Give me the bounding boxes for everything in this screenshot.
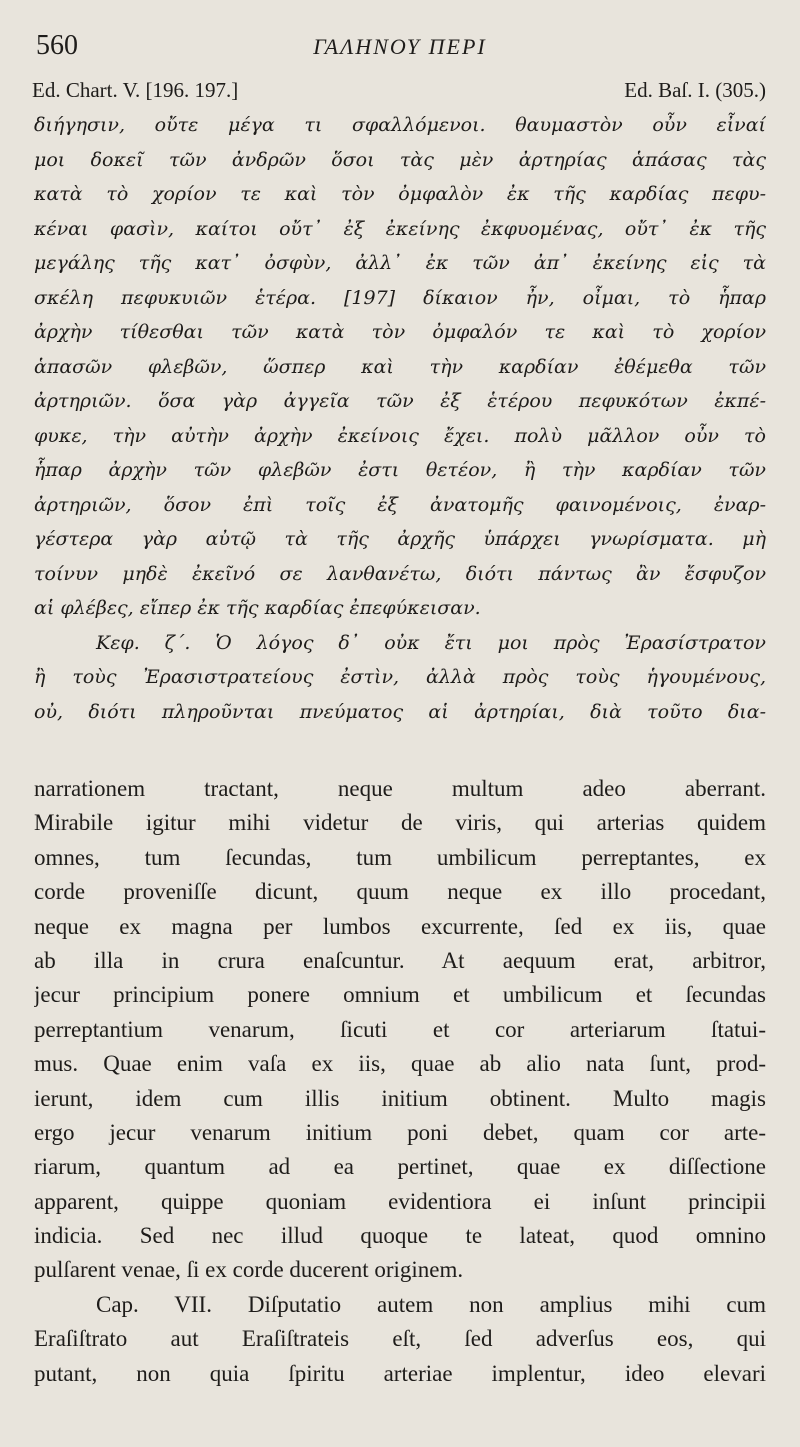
greek-line: σκέλη πεφυκυιῶν ἑτέρα. [197] δίκαιον ἦν, οἶμαι, τὸ ἧπαρ [34,286,766,309]
latin-line: ab illa in crura enaſcuntur. At aequum erat, arbitror, [34,947,766,973]
latin-line: pulſarent venae, ſi ex corde ducerent originem. [34,1257,464,1283]
greek-text-block [34,108,766,729]
greek-line: μεγάλης τῆς κατ᾽ ὀσφὺν, ἀλλ᾽ ἐκ τῶν ἀπ᾽ ἐκείνης εἰς τὰ [34,252,766,274]
latin-line: ierunt, idem cum illis initium obtinent. Multo magis [34,1085,766,1111]
page-header [32,26,768,66]
greek-line: γέστερα γὰρ αὐτῷ τὰ τῆς ἀρχῆς ὑπάρχει γνωρίσματα. μὴ [34,528,766,550]
latin-line: corde proveniſſe dicunt, quum neque ex illo procedant, [34,879,766,905]
greek-line: ἢ τοὺς Ἐρασιστρατείους ἐστὶν, ἀλλὰ πρὸς τοὺς ἡγουμένους, [34,666,766,688]
latin-line: omnes, tum ſecundas, tum umbilicum perreptantes, ex [34,844,766,870]
latin-text-block [34,772,766,1391]
latin-line: Eraſiſtrato aut Eraſiſtrateis eſt, ſed adverſus eos, qui [34,1326,766,1352]
greek-chapter-heading-line: Κεφ. ζ΄. Ὁ λόγος δ᾽ οὐκ ἔτι μοι πρὸς Ἐρασίστρατον [96,631,766,654]
latin-line: jecur principium ponere omnium et umbilicum et ſecundas [34,982,766,1008]
edition-reference-line [32,78,768,108]
running-title: ΓΑΛΗΝΟΥ ΠΕΡΙ [313,34,487,59]
greek-line: κατὰ τὸ χορίον τε καὶ τὸν ὀμφαλὸν ἐκ τῆς καρδίας πεφυ- [34,183,766,205]
greek-line: διήγησιν, οὔτε μέγα τι σφαλλόμενοι. θαυμαστὸν οὖν εἶναί [34,114,766,136]
greek-line: οὐ, διότι πληροῦνται πνεύματος αἱ ἀρτηρίαι, διὰ τοῦτο δια- [34,700,766,723]
latin-line: ergo jecur venarum initium poni debet, quam cor arte- [34,1119,766,1145]
greek-line: ἀρχὴν τίθεσθαι τῶν κατὰ τὸν ὀμφαλόν τε καὶ τὸ χορίον [34,321,766,343]
latin-line: narrationem tractant, neque multum adeo aberrant. [34,776,766,801]
latin-line: putant, non quia ſpiritu arteriae implentur, ideo elevari [34,1360,766,1386]
latin-line: neque ex magna per lumbos excurrente, ſed ex iis, quae [34,913,766,939]
edition-basel-ref: Ed. Baſ. I. (305.) [624,78,766,102]
page-number: 560 [36,30,78,61]
greek-line: φυκε, τὴν αὐτὴν ἀρχὴν ἐκείνοις ἔχει. πολὺ μᾶλλον οὖν τὸ [34,424,766,447]
edition-chartier-ref: Ed. Chart. V. [196. 197.] [32,78,239,102]
greek-line: αἱ φλέβες, εἴπερ ἐκ τῆς καρδίας ἐπεφύκεισαν. [34,597,481,619]
latin-chapter-heading-line: Cap. VII. Diſputatio autem non amplius mihi cum [96,1291,766,1317]
greek-line: ἀρτηριῶν. ὅσα γὰρ ἀγγεῖα τῶν ἐξ ἑτέρου πεφυκότων ἐκπέ- [34,390,766,412]
greek-line: ἧπαρ ἀρχὴν τῶν φλεβῶν ἐστι θετέον, ἢ τὴν καρδίαν τῶν [34,459,766,481]
latin-line: indicia. Sed nec illud quoque te lateat, quod omnino [34,1223,766,1249]
latin-line: Mirabile igitur mihi videtur de viris, qui arterias quidem [34,810,766,836]
greek-line: ἁπασῶν φλεβῶν, ὥσπερ καὶ τὴν καρδίαν ἐθέμεθα τῶν [34,355,766,378]
greek-line: μοι δοκεῖ τῶν ἀνδρῶν ὅσοι τὰς μὲν ἀρτηρίας ἁπάσας τὰς [34,148,766,171]
greek-line: ἀρτηριῶν, ὅσον ἐπὶ τοῖς ἐξ ἀνατομῆς φαινομένοις, ἐναρ- [34,493,766,516]
greek-line: κέναι φασὶν, καίτοι οὔτ᾽ ἐξ ἐκείνης ἐκφυομένας, οὔτ᾽ ἐκ τῆς [34,217,766,240]
latin-line: riarum, quantum ad ea pertinet, quae ex diſſectione [34,1154,766,1180]
latin-line: mus. Quae enim vaſa ex iis, quae ab alio nata ſunt, prod- [34,1051,766,1077]
latin-line: perreptantium venarum, ſicuti et cor arteriarum ſtatui- [34,1016,766,1042]
greek-line: τοίνυν μηδὲ ἐκεῖνό σε λανθανέτω, διότι πάντως ἂν ἔσφυζον [34,562,766,585]
latin-line: apparent, quippe quoniam evidentiora ei inſunt principii [34,1188,766,1214]
